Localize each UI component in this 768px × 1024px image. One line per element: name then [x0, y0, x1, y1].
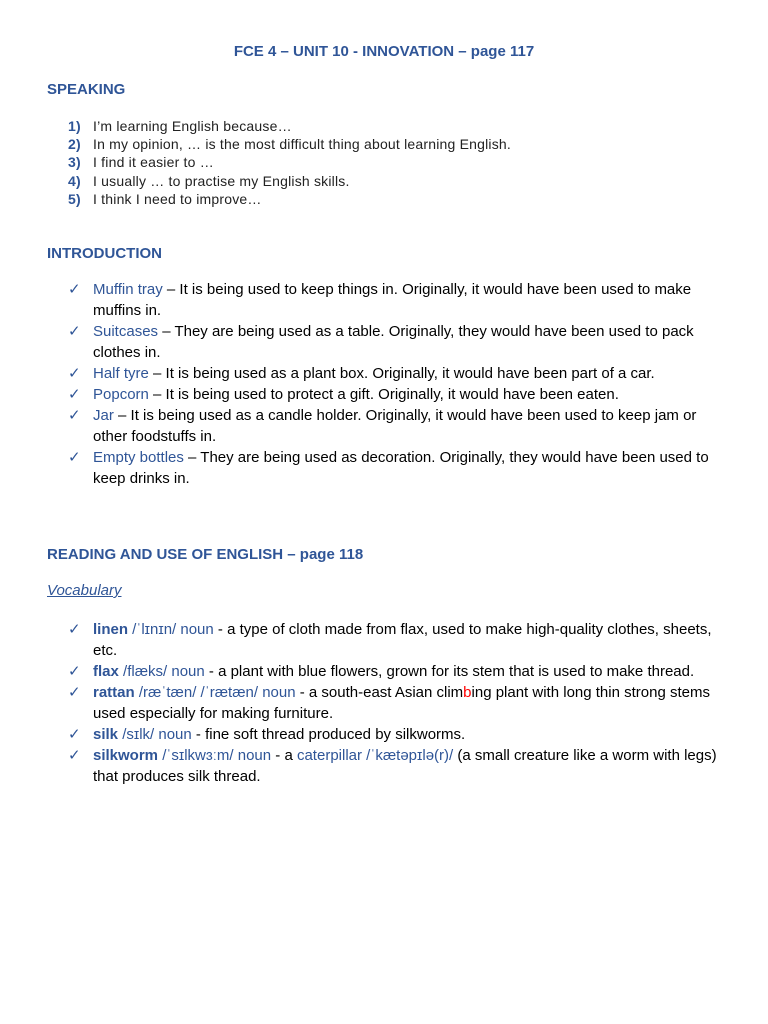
vocab-word-secondary: caterpillar: [296, 747, 362, 764]
check-icon: ✓: [68, 746, 81, 764]
check-icon: ✓: [68, 385, 81, 403]
check-icon: ✓: [68, 620, 81, 638]
item-number: 5): [68, 190, 81, 207]
check-icon: ✓: [68, 725, 81, 743]
item-number: 1): [68, 118, 81, 134]
item-number: 4): [68, 172, 81, 189]
check-icon: ✓: [68, 406, 81, 424]
item-text: – They are being used as decoration. Originally, they would have been used to keep drinks in.: [93, 449, 709, 487]
list-item: [68, 384, 728, 405]
check-icon: ✓: [68, 448, 81, 466]
item-text: – It is being used to keep things in. Originally, it would have been used to make muffins in.: [93, 281, 692, 319]
item-number: 3): [68, 154, 81, 171]
item-text: I think I need to improve…: [93, 190, 262, 207]
item-text: – It is being used as a candle holder. Originally, it would have been used to keep jam or other foodstuffs in.: [93, 407, 697, 445]
vocabulary-subheading: Vocabulary: [47, 582, 122, 599]
vocab-definition-start: - a south-east Asian clim: [295, 684, 464, 701]
speaking-list: [68, 117, 511, 208]
list-item: [68, 619, 728, 661]
list-item: [68, 724, 728, 745]
vocab-word: rattan: [93, 684, 135, 701]
introduction-heading: INTRODUCTION: [47, 245, 162, 262]
item-text: I usually … to practise my English skills.: [93, 172, 350, 189]
list-item: [68, 363, 728, 384]
vocab-definition: (a small creature like a worm with legs) that produces silk thread.: [93, 747, 717, 785]
vocab-definition: ing plant with long thin strong stems used especially for making furniture.: [93, 684, 710, 722]
check-icon: ✓: [68, 280, 81, 298]
item-term: Muffin tray: [93, 281, 163, 298]
vocab-word: flax: [93, 663, 119, 680]
item-text: – It is being used as a plant box. Originally, it would have been part of a car.: [148, 365, 655, 382]
vocab-pronunciation: /flæks/ noun: [118, 663, 205, 680]
item-number: 2): [68, 136, 81, 153]
check-icon: ✓: [68, 683, 81, 701]
vocab-definition: - a type of cloth made from flax, used to make high-quality clothes, sheets, etc.: [93, 621, 712, 659]
item-text: – They are being used as a table. Originally, they would have been used to pack clothes in.: [93, 323, 694, 361]
item-term: Jar: [93, 407, 114, 424]
list-item: [68, 321, 728, 363]
introduction-list: [68, 279, 728, 489]
item-text: – It is being used to protect a gift. Originally, it would have been eaten.: [148, 386, 619, 403]
item-term: Suitcases: [93, 323, 159, 340]
highlighted-letter: b: [463, 684, 472, 701]
item-term: Half tyre: [93, 365, 149, 382]
vocab-word: linen: [93, 621, 129, 638]
check-icon: ✓: [68, 364, 81, 382]
vocab-pronunciation: /ˈlɪnɪn/ noun: [128, 621, 214, 638]
page-title: FCE 4 – UNIT 10 - INNOVATION – page 117: [233, 43, 535, 60]
vocab-word: silk: [93, 726, 119, 743]
list-item: [68, 405, 728, 447]
check-icon: ✓: [68, 662, 81, 680]
vocab-pronunciation: /sɪlk/ noun: [118, 726, 192, 743]
vocab-word: silkworm: [93, 747, 159, 764]
list-item: [68, 661, 728, 682]
list-item: [68, 172, 511, 190]
list-item: [68, 447, 728, 489]
list-item: [68, 745, 728, 787]
vocab-pronunciation: /ˈsɪlkwɜːm/ noun: [158, 747, 272, 764]
check-icon: ✓: [68, 322, 81, 340]
list-item: [68, 135, 511, 153]
list-item: [68, 190, 511, 208]
vocab-pronunciation-secondary: /ˈkætəpɪlə(r)/: [362, 747, 458, 764]
item-text: I’m learning English because…: [93, 118, 292, 134]
speaking-heading: SPEAKING: [47, 81, 126, 98]
list-item: [68, 117, 511, 135]
vocab-connector: - a: [271, 747, 297, 764]
vocab-definition: - fine soft thread produced by silkworms.: [191, 726, 466, 743]
vocab-definition: - a plant with blue flowers, grown for its stem that is used to make thread.: [204, 663, 695, 680]
list-item: [68, 279, 728, 321]
list-item: [68, 682, 728, 724]
vocab-pronunciation: /ræˈtæn/ /ˈrætæn/ noun: [134, 684, 296, 701]
list-item: [68, 153, 511, 171]
reading-heading: READING AND USE OF ENGLISH – page 118: [47, 546, 364, 563]
item-text: In my opinion, … is the most difficult thing about learning English.: [93, 136, 512, 153]
item-term: Empty bottles: [93, 449, 184, 466]
item-term: Popcorn: [93, 386, 149, 403]
vocabulary-list: [68, 619, 728, 787]
item-text: I find it easier to …: [93, 154, 214, 171]
